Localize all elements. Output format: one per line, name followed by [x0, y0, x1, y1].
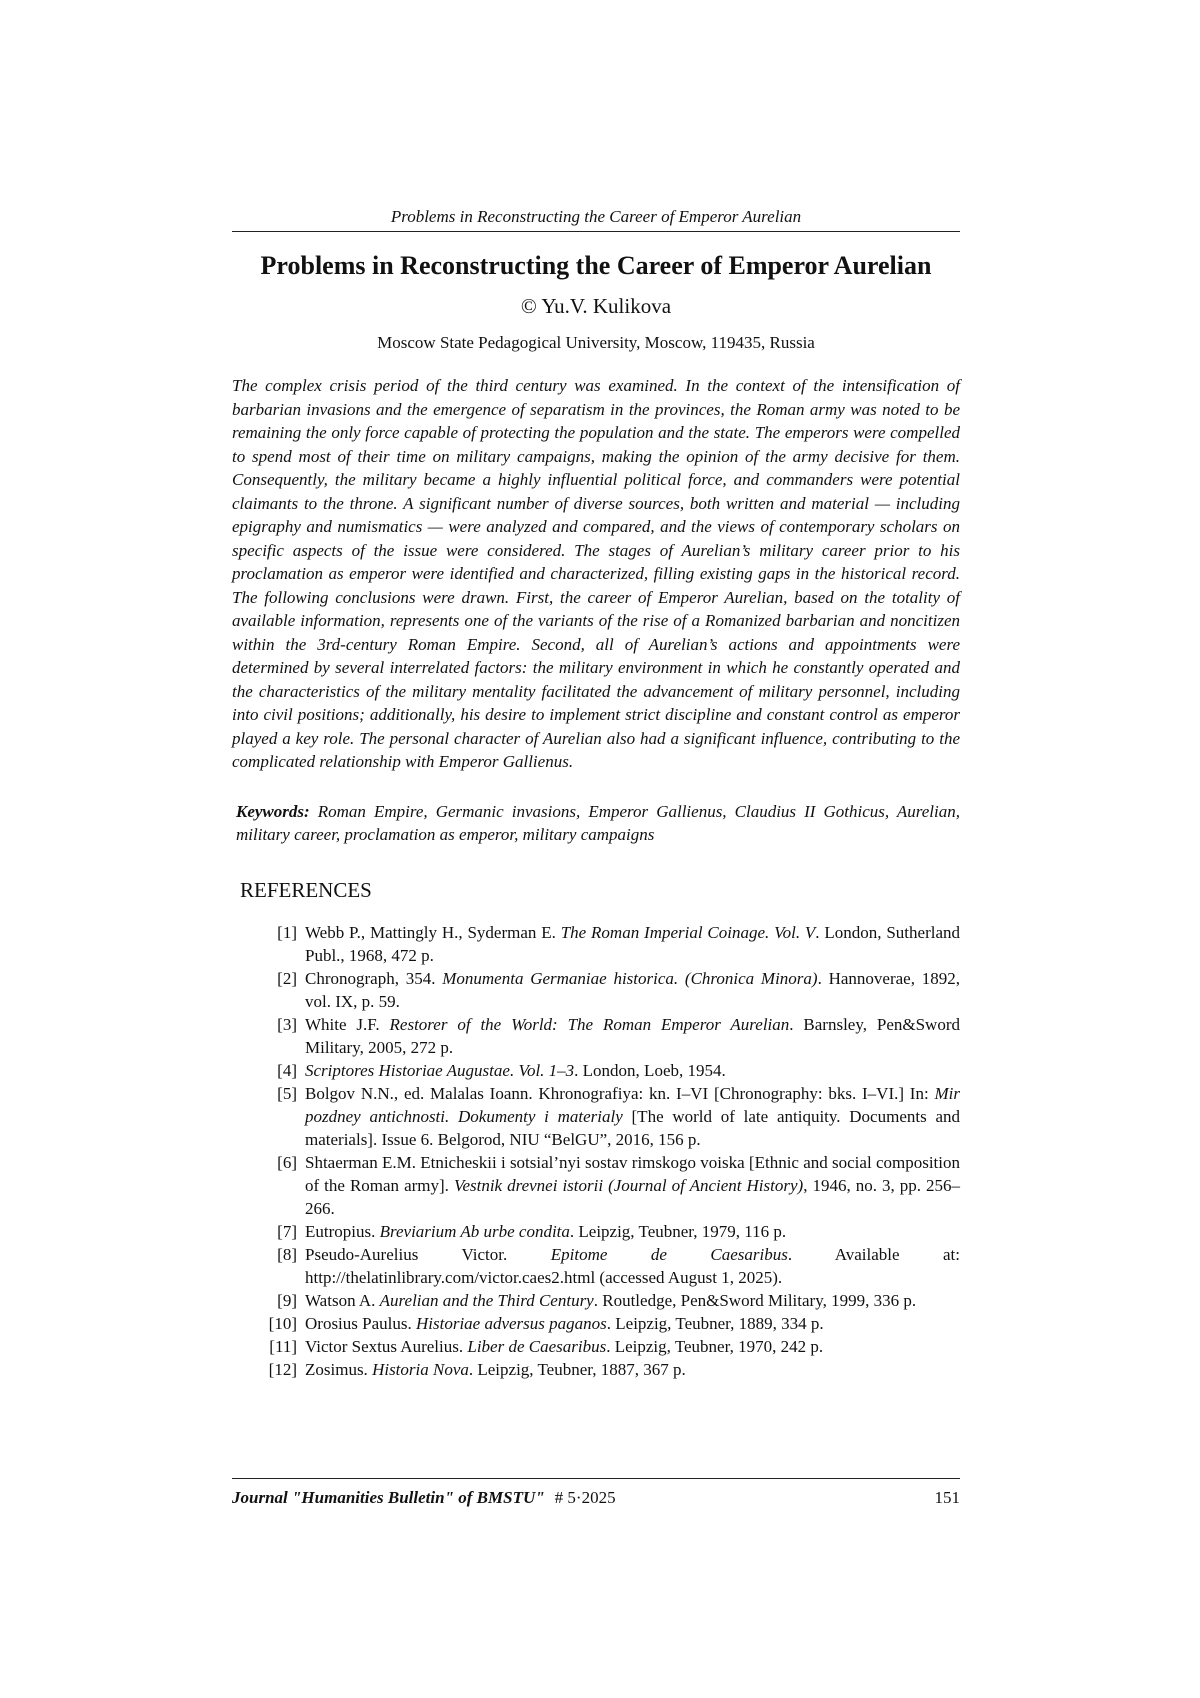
footer-journal-block [232, 1487, 616, 1509]
reference-number: [10] [268, 1313, 297, 1333]
reference-text [305, 1082, 960, 1151]
paper-title: Problems in Reconstructing the Career of Emperor Aurelian [260, 251, 932, 280]
reference-number: [7] [277, 1221, 297, 1241]
reference-text-plain: Watson A. [305, 1290, 380, 1310]
reference-number: [12] [268, 1359, 297, 1379]
page-number: 151 [934, 1488, 960, 1507]
reference-item [232, 1358, 960, 1381]
reference-text-italic: Epitome de Caesaribus [550, 1244, 788, 1264]
references-list [232, 921, 960, 1381]
page-footer [232, 1478, 960, 1509]
reference-number: [6] [277, 1152, 297, 1172]
reference-text [305, 1151, 960, 1220]
reference-text [305, 1059, 960, 1082]
reference-text-plain-end: . London, Loeb, 1954. [574, 1060, 726, 1080]
reference-number: [9] [277, 1290, 297, 1310]
reference-text-plain-end: , 1946, no. 3, pp. 256–266. [305, 1175, 961, 1218]
reference-item [232, 1013, 960, 1059]
reference-item [232, 967, 960, 1013]
reference-text-plain: Webb P., Mattingly H., Syderman E. [305, 922, 561, 942]
reference-text-italic: Historia Nova [372, 1359, 469, 1379]
references-heading: REFERENCES [240, 877, 372, 902]
reference-text-italic: Liber de Caesaribus [467, 1336, 607, 1356]
affiliation: Moscow State Pedagogical University, Moscow, 119435, Russia [377, 333, 815, 352]
reference-number: [4] [277, 1060, 297, 1080]
reference-item [232, 921, 960, 967]
reference-text-italic: Historiae adversus paganos [415, 1313, 607, 1333]
reference-text [305, 967, 960, 1013]
reference-text [305, 1312, 960, 1335]
author: © Yu.V. Kulikova [520, 294, 672, 318]
reference-number: [1] [277, 922, 297, 942]
reference-text-italic: Vestnik drevnei istorii (Journal of Ancient History) [453, 1175, 804, 1195]
reference-number: [3] [277, 1014, 297, 1034]
reference-text-italic: Mir pozdney antichnosti. Dokumenty i materialy [305, 1083, 960, 1126]
reference-text [305, 1013, 960, 1059]
reference-item [232, 1220, 960, 1243]
footer-issue: # 5·2025 [554, 1488, 616, 1507]
reference-number: [11] [269, 1336, 297, 1356]
footer-journal: Journal "Humanities Bulletin" of BMSTU" [232, 1488, 545, 1507]
reference-text-plain-end: [The world of late antiquity. Documents and materials]. Issue 6. Belgorod, NIU “BelGU”, 2016, 156 p. [305, 1106, 960, 1149]
reference-text-plain: Shtaerman E.M. Etnicheskii i sotsial’nyi sostav rimskogo voiska [Ethnic and social composition of the Roman army]. [305, 1152, 960, 1195]
reference-text-italic: Scriptores Historiae Augustae. Vol. 1–3 [305, 1060, 575, 1080]
reference-text-plain: Pseudo-Aurelius Victor. [305, 1244, 551, 1264]
reference-text-plain-end: . London, Sutherland Publ., 1968, 472 p. [305, 922, 960, 965]
reference-text-plain-end: . Leipzig, Teubner, 1970, 242 p. [606, 1336, 824, 1356]
reference-text-plain-end: . Leipzig, Teubner, 1887, 367 p. [468, 1359, 686, 1379]
reference-text-italic: Monumenta Germaniae historica. (Chronica Minora) [442, 968, 818, 988]
reference-item [232, 1335, 960, 1358]
reference-text [305, 1243, 960, 1289]
reference-text-plain-end: . Leipzig, Teubner, 1979, 116 p. [569, 1221, 787, 1241]
reference-text [305, 1335, 960, 1358]
reference-item [232, 1289, 960, 1312]
reference-item [232, 1082, 960, 1151]
reference-text [305, 1358, 960, 1381]
reference-text-plain: Orosius Paulus. [305, 1313, 416, 1333]
reference-text-plain-end: . Available at: http://thelatinlibrary.com/victor.caes2.html (accessed August 1, 2025). [305, 1244, 961, 1287]
abstract: The complex crisis period of the third century was examined. In the context of the intensification of barbarian invasions and the emergence of separatism in the provinces, the Roman army was noted to be remaining the only force capable of protecting the population and the state. The emperors were compelled to spend most of their time on military campaigns, making the opinion of the army decisive for them. Consequently, the military became a highly influential political force, and commanders were potential claimants to the throne. A significant number of diverse sources, both written and material — including epigraphy and numismatics — were analyzed and compared, and the views of contemporary scholars on specific aspects of the issue were considered. The stages of Aurelian’s military career prior to his proclamation as emperor were identified and characterized, filling existing gaps in the historical record. The following conclusions were drawn. First, the career of Emperor Aurelian, based on the totality of available information, represents one of the variants of the rise of a Romanized barbarian and noncitizen within the 3rd-century Roman Empire. Second, all of Aurelian’s actions and appointments were determined by several interrelated factors: the military environment in which he constantly operated and the characteristics of the military mentality facilitated the advancement of military personnel, including into civil positions; additionally, his desire to implement strict discipline and constant control as emperor played a key role. The personal character of Aurelian also had a significant influence, contributing to the complicated relationship with Emperor Gallienus. [232, 376, 960, 771]
reference-item [232, 1151, 960, 1220]
reference-text-italic: Breviarium Ab urbe condita [379, 1221, 570, 1241]
reference-text-plain-end: . Routledge, Pen&Sword Military, 1999, 336 p. [593, 1290, 917, 1310]
reference-text-plain: Bolgov N.N., ed. Malalas Ioann. Khronografiya: kn. I–VI [Chronography: bks. I–VI.] In: [305, 1083, 935, 1103]
reference-text-plain: Chronograph, 354. [305, 968, 443, 988]
reference-number: [2] [277, 968, 297, 988]
reference-text-plain: Victor Sextus Aurelius. [305, 1336, 468, 1356]
running-head: Problems in Reconstructing the Career of Emperor Aurelian [232, 206, 960, 232]
keywords [232, 800, 960, 847]
reference-text-plain: Zosimus. [305, 1359, 373, 1379]
reference-item [232, 1059, 960, 1082]
keywords-text: Roman Empire, Germanic invasions, Emperor Gallienus, Claudius II Gothicus, Aurelian, military career, proclamation as emperor, military campaigns [236, 801, 961, 844]
paper-page [232, 206, 960, 1381]
reference-text-italic: Restorer of the World: The Roman Emperor Aurelian [389, 1014, 790, 1034]
reference-text-plain-end: . Hannoverae, 1892, vol. IX, p. 59. [305, 968, 960, 1011]
reference-item [232, 1243, 960, 1289]
reference-text [305, 921, 960, 967]
reference-number: [8] [277, 1244, 297, 1264]
reference-text-plain: White J.F. [305, 1014, 390, 1034]
reference-text [305, 1289, 960, 1312]
reference-text-italic: The Roman Imperial Coinage. Vol. V [560, 922, 816, 942]
keywords-label: Keywords: [236, 801, 310, 821]
reference-text-plain-end: . Leipzig, Teubner, 1889, 334 p. [606, 1313, 824, 1333]
reference-text-plain-end: . Barnsley, Pen&Sword Military, 2005, 272 p. [305, 1014, 960, 1057]
reference-text [305, 1220, 960, 1243]
reference-item [232, 1312, 960, 1335]
reference-number: [5] [277, 1083, 297, 1103]
reference-text-italic: Aurelian and the Third Century [379, 1290, 594, 1310]
reference-text-plain: Eutropius. [305, 1221, 380, 1241]
